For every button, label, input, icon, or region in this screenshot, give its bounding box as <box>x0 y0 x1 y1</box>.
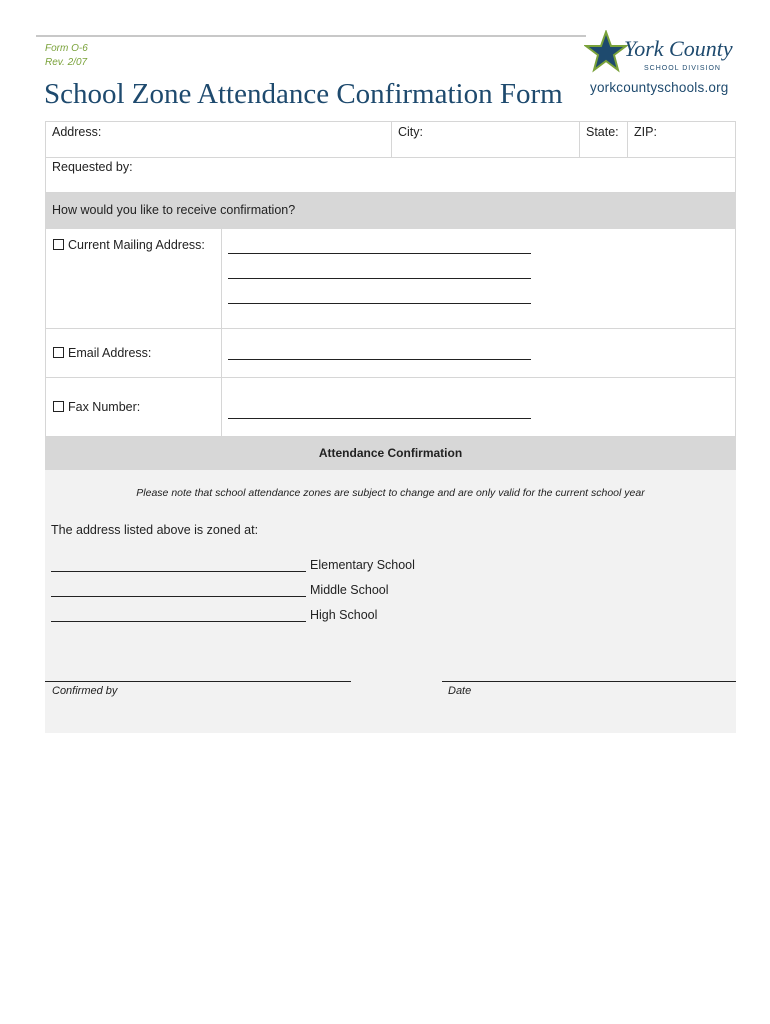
section-heading: Attendance Confirmation <box>318 446 463 460</box>
fax-option[interactable] <box>53 400 140 414</box>
fax-option-label: Fax Number: <box>68 400 141 414</box>
logo-text: York County <box>624 36 733 61</box>
email-checkbox[interactable] <box>53 347 64 358</box>
logo-subtext: SCHOOL DIVISION <box>644 65 721 72</box>
star-icon <box>586 32 626 70</box>
address-label: Address: <box>52 125 102 139</box>
email-option-label: Email Address: <box>68 346 152 360</box>
state-field[interactable] <box>580 122 627 157</box>
delivery-question-row <box>45 193 736 229</box>
email-option-row <box>45 329 736 378</box>
mailing-option[interactable] <box>53 238 205 252</box>
form-number: Form O-6 <box>45 43 88 54</box>
mailing-option-label: Current Mailing Address: <box>68 238 205 252</box>
fax-checkbox[interactable] <box>53 401 64 412</box>
confirmed-by-signature-line[interactable] <box>45 681 351 682</box>
city-field[interactable] <box>392 122 580 157</box>
high-label: High School <box>310 608 378 622</box>
attendance-confirmation-heading <box>45 437 736 470</box>
fax-option-row <box>45 378 736 437</box>
confirmed-by-label: Confirmed by <box>52 685 118 697</box>
middle-school-line[interactable] <box>51 583 389 597</box>
page-title: School Zone Attendance Confirmation Form <box>44 78 563 110</box>
date-label: Date <box>448 685 472 697</box>
middle-blank[interactable] <box>51 584 306 597</box>
elementary-label: Elementary School <box>310 558 415 572</box>
high-blank[interactable] <box>51 609 306 622</box>
form-number-block <box>45 42 88 70</box>
divider <box>221 378 222 436</box>
delivery-question: How would you like to receive confirmation? <box>52 203 296 217</box>
york-county-logo <box>584 30 740 76</box>
mailing-option-row <box>45 229 736 329</box>
city-label: City: <box>398 125 423 139</box>
confirmation-form <box>45 121 736 733</box>
high-school-line[interactable] <box>51 608 377 622</box>
elementary-school-line[interactable] <box>51 558 415 572</box>
state-label: State: <box>586 125 619 139</box>
zip-field[interactable] <box>628 122 736 157</box>
requested-by-row[interactable] <box>45 158 736 193</box>
requested-by-label: Requested by: <box>52 160 133 174</box>
divider <box>221 229 222 328</box>
elementary-blank[interactable] <box>51 559 306 572</box>
date-signature-line[interactable] <box>442 681 736 682</box>
mailing-line[interactable] <box>228 254 531 279</box>
mailing-line[interactable] <box>228 279 531 304</box>
mailing-checkbox[interactable] <box>53 239 64 250</box>
divider <box>221 329 222 377</box>
email-option[interactable] <box>53 346 151 360</box>
email-line-wrap <box>228 335 531 360</box>
middle-label: Middle School <box>310 583 389 597</box>
zip-label: ZIP: <box>634 125 657 139</box>
header-rule <box>36 35 586 37</box>
form-revision: Rev. 2/07 <box>45 57 88 68</box>
confirmation-panel <box>45 470 736 733</box>
address-field[interactable] <box>46 122 391 157</box>
zone-note: Please note that school attendance zones are subject to change and are only valid for the current school year <box>136 487 645 499</box>
mailing-address-lines[interactable] <box>228 229 531 304</box>
email-line[interactable] <box>228 335 531 360</box>
zoned-at-text: The address listed above is zoned at: <box>51 523 259 537</box>
mailing-line[interactable] <box>228 229 531 254</box>
fax-line-wrap <box>228 394 531 419</box>
address-row <box>45 121 736 158</box>
website-url: yorkcountyschools.org <box>590 80 729 95</box>
fax-line[interactable] <box>228 394 531 419</box>
